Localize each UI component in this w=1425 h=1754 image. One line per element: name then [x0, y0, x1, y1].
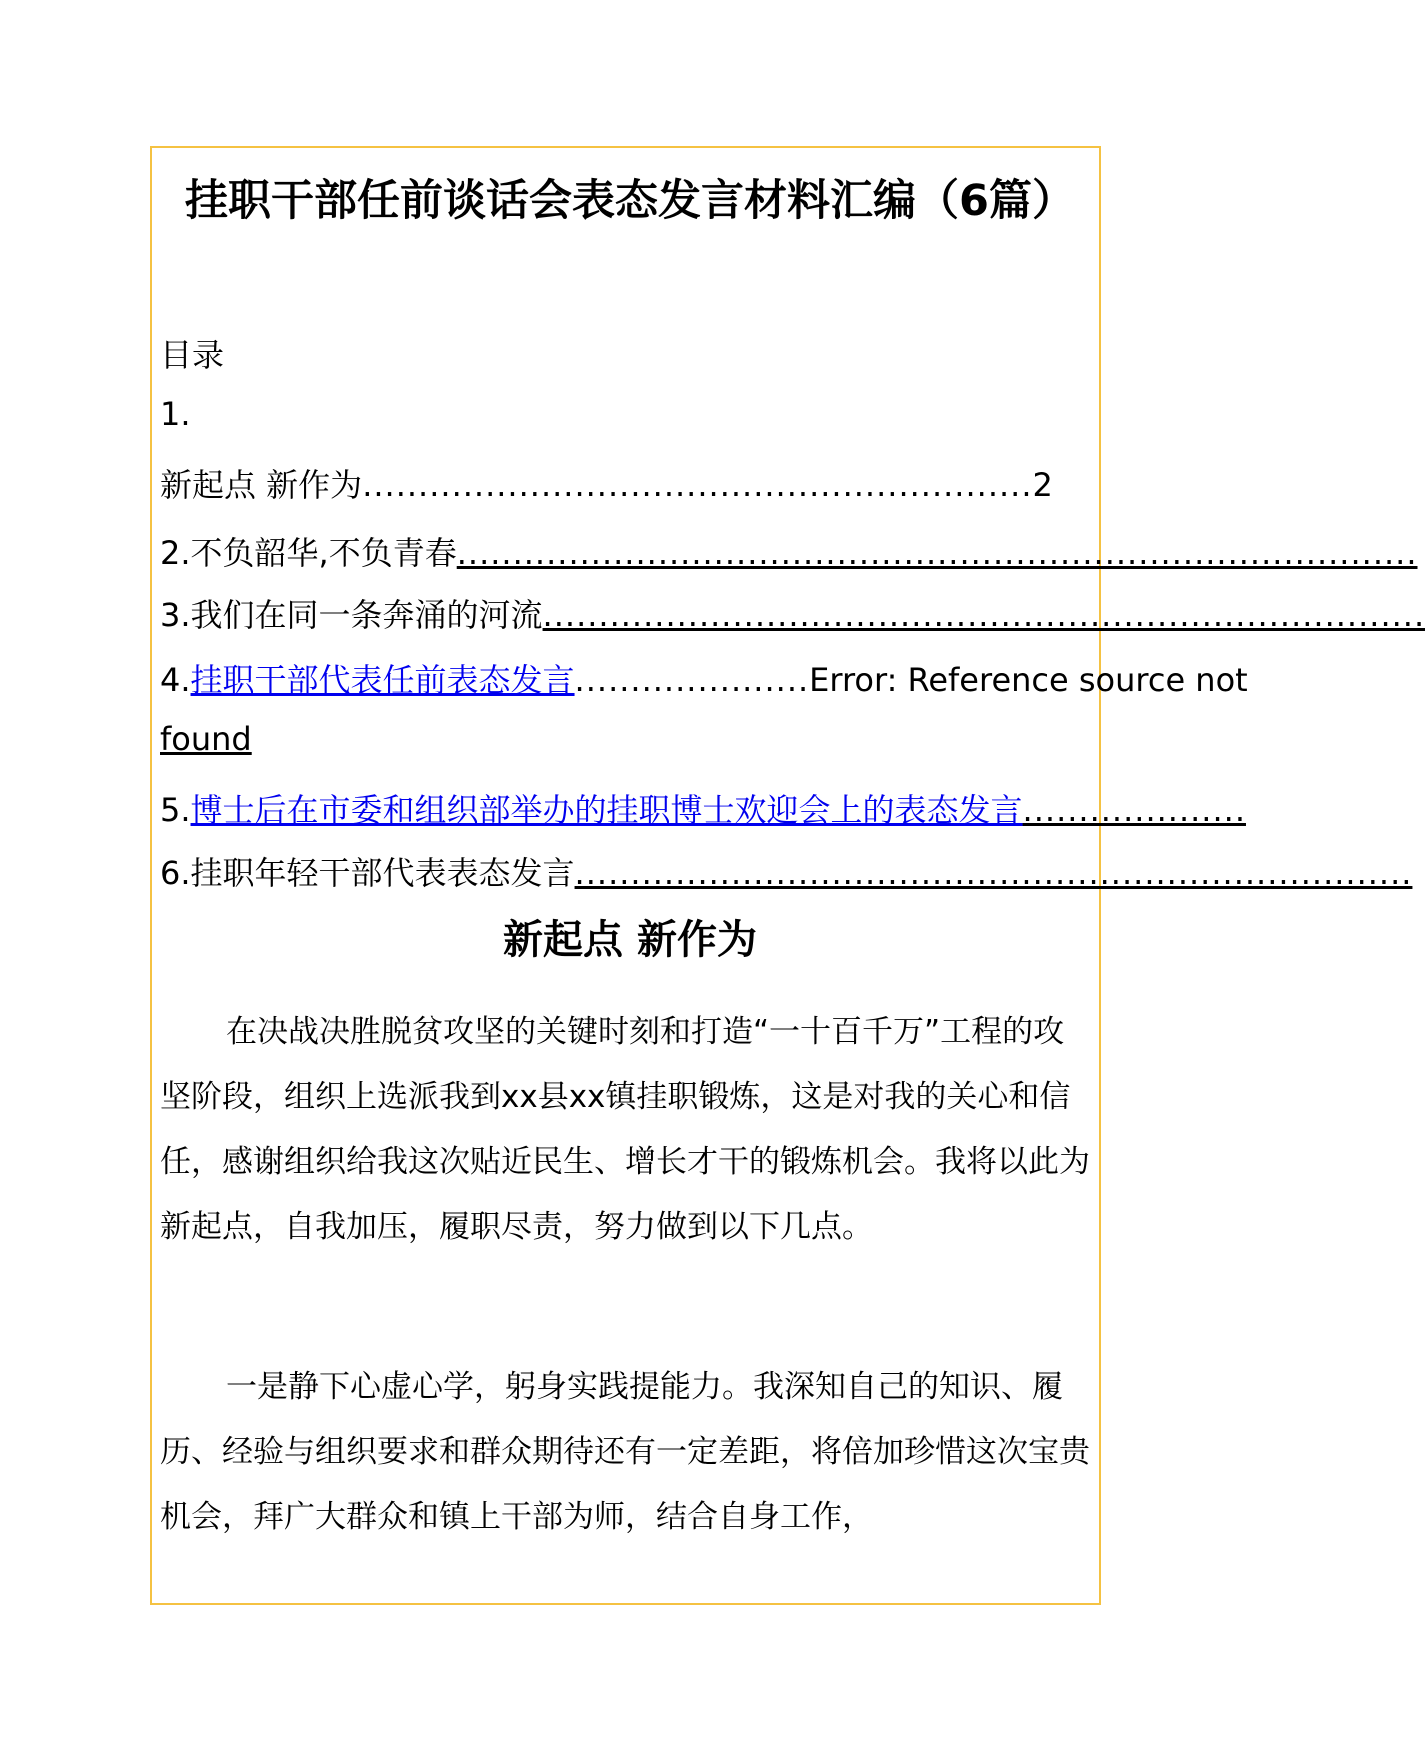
toc-item-4-error-continued: found	[160, 720, 252, 758]
toc-item-6-number: 6.	[160, 854, 191, 892]
toc-item-3[interactable]	[160, 590, 1425, 636]
toc-item-4-error: Error: Reference source not	[809, 661, 1248, 699]
toc-item-4-leader: .....................	[574, 661, 810, 699]
toc-item-4[interactable]	[160, 655, 1248, 701]
toc-item-2[interactable]	[160, 528, 1418, 574]
toc-item-4-link[interactable]: 挂职干部代表任前表态发言	[190, 661, 575, 699]
body-paragraph-1: 在决战决胜脱贫攻坚的关键时刻和打造“一十百千万”工程的攻坚阶段，组织上选派我到xx县xx镇挂职锻炼，这是对我的关心和信任，感谢组织给我这次贴近民生、增长才干的锻炼机会。我将以此为新起点，自我加压，履职尽责，努力做到以下几点。	[160, 1014, 1090, 1245]
toc-item-1[interactable]	[160, 460, 1053, 506]
toc-item-3-label: 我们在同一条奔涌的河流	[190, 596, 543, 634]
toc-item-3-leader: ...............................................................................	[542, 596, 1425, 634]
toc-item-4-number: 4.	[160, 661, 191, 699]
toc-heading: 目录	[160, 336, 225, 374]
toc-item-5[interactable]	[160, 785, 1246, 831]
toc-item-2-leader: ......................................................................................	[456, 534, 1418, 572]
toc-item-3-number: 3.	[160, 596, 191, 634]
toc-item-2-label: 不负韶华,不负青春	[190, 534, 457, 572]
document-title: 挂职干部任前谈话会表态发言材料汇编（6篇）	[185, 176, 1075, 226]
toc-item-5-link[interactable]: 博士后在市委和组织部举办的挂职博士欢迎会上的表态发言	[190, 791, 1023, 829]
section-title: 新起点 新作为	[503, 917, 757, 963]
toc-item-6-leader: ...........................................................................	[574, 854, 1413, 892]
toc-item-6[interactable]	[160, 848, 1412, 894]
body-paragraph-2: 一是静下心虚心学，躬身实践提能力。我深知自己的知识、履历、经验与组织要求和群众期待还有一定差距，将倍加珍惜这次宝贵机会，拜广大群众和镇上干部为师，结合自身工作，	[160, 1369, 1090, 1535]
toc-item-1-label: 新起点 新作为	[160, 466, 363, 504]
toc-item-2-number: 2.	[160, 534, 191, 572]
toc-item-1-page: 2	[1032, 466, 1053, 504]
toc-item-5-leader: ....................	[1022, 791, 1246, 829]
toc-item-5-number: 5.	[160, 791, 191, 829]
toc-item-6-label: 挂职年轻干部代表表态发言	[190, 854, 575, 892]
toc-item-1-leader: ............................................................	[362, 466, 1033, 504]
toc-item-1-number: 1.	[160, 395, 191, 433]
